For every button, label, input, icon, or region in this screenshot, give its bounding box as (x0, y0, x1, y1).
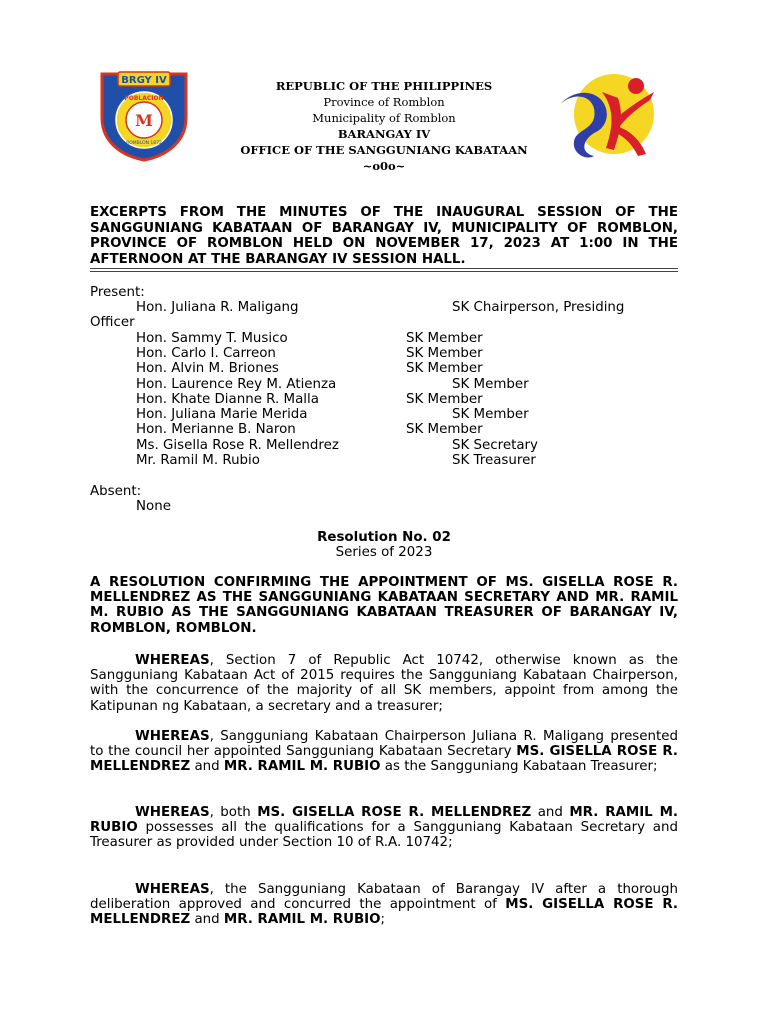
letterhead (200, 78, 568, 174)
barangay-seal-logo (96, 70, 192, 162)
seal-year-text: ROMBLON 1872 (126, 141, 162, 146)
whereas-text: , Section 7 of Republic Act 10742, otherwise known as the Sangguniang Kabataan Act of 2015 requires the Sangguniang Kabataan Chairperson, with the concurrence of the majority of all SK members, appoint from among the Katipunan ng Kabataan, a secretary and a treasurer; (90, 653, 678, 714)
member-role: SK Member (406, 331, 483, 346)
presiding-name: Hon. Juliana R. Maligang (136, 300, 299, 315)
resolution-series: Series of 2023 (335, 545, 433, 560)
resolution-title: A RESOLUTION CONFIRMING THE APPOINTMENT OF MS. GISELLA ROSE R. MELLENDREZ AS THE SANGGUNIANG KABATAAN SECRETARY AND MR. RAMIL M. RUBIO AS THE SANGGUNIANG KABATAAN TREASURER OF BARANGAY IV, ROMBLON, ROMBLON. (90, 575, 678, 636)
member-role: SK Secretary (452, 438, 538, 453)
whereas-text: and (531, 805, 570, 820)
letterhead-municipality: Municipality of Romblon (312, 111, 456, 125)
whereas-text: , the Sangguniang Kabataan of Barangay IV after a thorough deliberation approved and concurred the appointment of (90, 882, 678, 913)
member-name: Hon. Alvin M. Briones (136, 361, 279, 376)
resolution-number: Resolution No. 02 (317, 530, 451, 545)
treasurer-name: MR. RAMIL M. RUBIO (223, 759, 381, 775)
whereas-label: WHEREAS (135, 882, 210, 897)
letterhead-barangay: BARANGAY IV (337, 127, 431, 141)
whereas-text: and (190, 759, 224, 775)
secretary-name: MS. GISELLA ROSE R. MELLENDREZ (90, 744, 678, 775)
member-role: SK Member (452, 407, 529, 422)
whereas-text: ; (380, 912, 386, 928)
absent-value: None (136, 499, 171, 514)
secretary-name: MS. GISELLA ROSE R. MELLENDREZ (90, 897, 678, 928)
member-role: SK Member (406, 392, 483, 407)
whereas-label: WHEREAS (135, 729, 210, 744)
letterhead-province: Province of Romblon (323, 95, 445, 109)
svg-text:M: M (135, 111, 153, 130)
seal-ring-text: POBLACION (124, 95, 164, 102)
whereas-text: , Sangguniang Kabataan Chairperson Juliana R. Maligang presented to the council her appointed Sangguniang Kabataan Secretary (90, 729, 678, 760)
member-role: SK Treasurer (452, 453, 536, 468)
whereas-text: possesses all the qualifications for a Sangguniang Kabataan Secretary and Treasurer as provided under Section 10 of R.A. 10742; (90, 820, 678, 851)
divider-line (90, 271, 678, 272)
treasurer-name: MR. RAMIL M. RUBIO (90, 805, 678, 836)
member-role: SK Member (406, 361, 483, 376)
member-role: SK Member (452, 377, 529, 392)
whereas-text: and (190, 912, 224, 928)
present-label: Present: (90, 285, 145, 300)
secretary-name: MS. GISELLA ROSE R. MELLENDREZ (257, 805, 532, 820)
whereas-paragraph-3 (90, 805, 678, 851)
whereas-paragraph-2 (90, 729, 678, 775)
whereas-paragraph-4 (90, 882, 678, 928)
member-name: Hon. Khate Dianne R. Malla (136, 392, 319, 407)
member-name: Hon. Sammy T. Musico (136, 331, 288, 346)
member-name: Hon. Laurence Rey M. Atienza (136, 377, 337, 392)
treasurer-name: MR. RAMIL M. RUBIO (223, 912, 381, 928)
member-name: Hon. Merianne B. Naron (136, 422, 296, 437)
whereas-label: WHEREAS (135, 653, 210, 668)
letterhead-country: REPUBLIC OF THE PHILIPPINES (275, 79, 493, 93)
presiding-role-continued: Officer (90, 315, 135, 330)
absent-label: Absent: (90, 484, 142, 499)
divider-line (90, 268, 678, 269)
member-name: Hon. Carlo I. Carreon (136, 346, 276, 361)
member-role: SK Member (406, 346, 483, 361)
whereas-label: WHEREAS (135, 805, 210, 820)
member-role: SK Member (406, 422, 483, 437)
member-name: Hon. Juliana Marie Merida (136, 407, 308, 422)
minutes-excerpt-heading: EXCERPTS FROM THE MINUTES OF THE INAUGURAL SESSION OF THE SANGGUNIANG KABATAAN OF BARANGAY IV, MUNICIPALITY OF ROMBLON, PROVINCE OF ROMBLON HELD ON NOVEMBER 17, 2023 AT 1:00 IN THE AFTERNOON AT THE BARANGAY IV SESSION HALL. (90, 205, 678, 267)
sk-logo (554, 70, 658, 162)
presiding-role: SK Chairperson, Presiding (452, 300, 625, 315)
letterhead-office: OFFICE OF THE SANGGUNIANG KABATAAN (240, 143, 528, 157)
member-name: Mr. Ramil M. Rubio (136, 453, 260, 468)
letterhead-ornament: ~o0o~ (362, 159, 406, 173)
whereas-text: , both (209, 805, 258, 820)
whereas-text: as the Sangguniang Kabataan Treasurer; (380, 759, 658, 775)
member-name: Ms. Gisella Rose R. Mellendrez (136, 438, 339, 453)
whereas-paragraph-1 (90, 653, 678, 714)
seal-top-text: BRGY IV (121, 75, 167, 86)
